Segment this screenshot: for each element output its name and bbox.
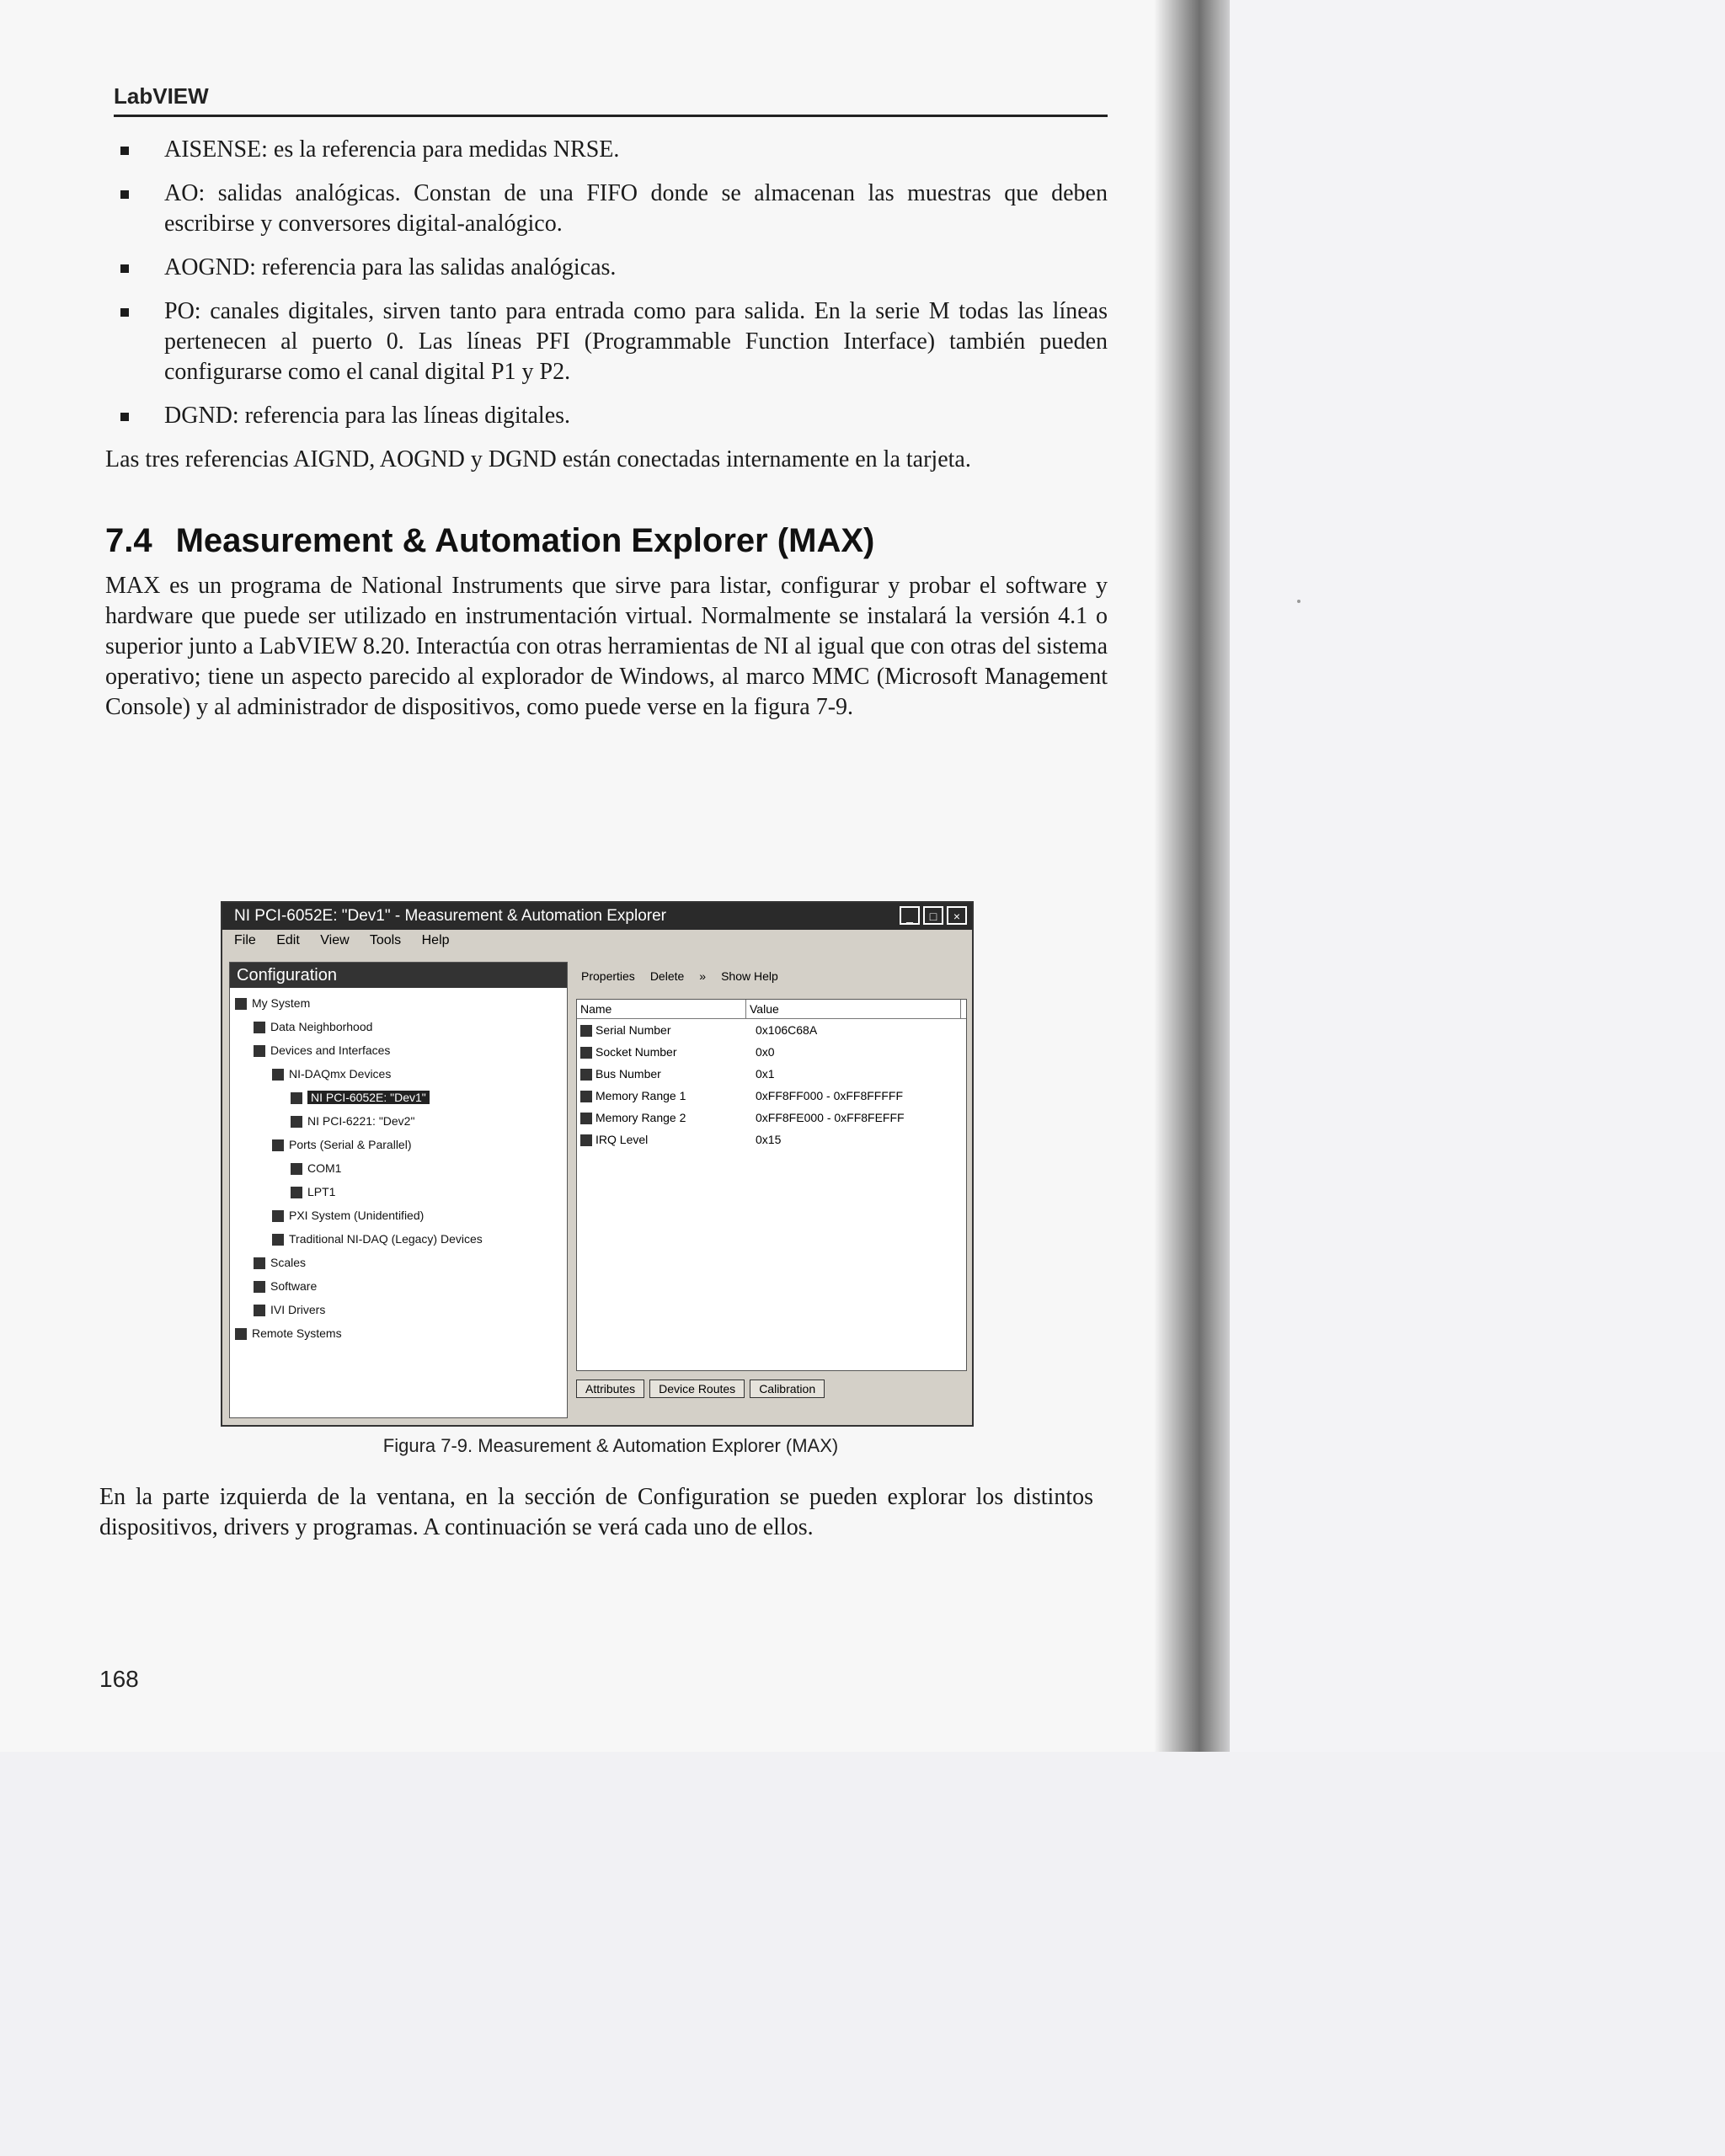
attribute-name bbox=[577, 1063, 749, 1085]
tree-node-label: Data Neighborhood bbox=[270, 1020, 373, 1033]
properties-pane bbox=[576, 962, 965, 1417]
tree-node bbox=[235, 991, 567, 1015]
bullet-item: AO: salidas analógicas. Constan de una FIFO donde se almacenan las muestras que deben escribirse y conversores digital-analógico. bbox=[105, 179, 1108, 239]
main-text bbox=[105, 135, 1108, 739]
grid-row bbox=[577, 1041, 966, 1063]
attribute-name bbox=[577, 1107, 749, 1129]
paragraph-references: Las tres referencias AIGND, AOGND y DGND están conectadas internamente en la tarjeta. bbox=[105, 446, 971, 472]
device-icon bbox=[272, 1234, 284, 1246]
section-number: 7.4 bbox=[105, 522, 152, 559]
tree-node-label: Scales bbox=[270, 1256, 307, 1269]
running-header bbox=[114, 67, 1108, 117]
tree-node bbox=[235, 1298, 567, 1321]
tree-node bbox=[235, 1251, 567, 1274]
tree-node-label: NI PCI-6221: "Dev2" bbox=[307, 1114, 415, 1128]
attribute-name-text: Bus Number bbox=[595, 1067, 661, 1081]
device-icon bbox=[291, 1116, 302, 1128]
menu-edit: Edit bbox=[276, 933, 300, 947]
attribute-value: 0x15 bbox=[756, 1133, 782, 1146]
device-icon bbox=[291, 1163, 302, 1175]
scanner-background-bottom bbox=[0, 1752, 1725, 2156]
attribute-name-text: Serial Number bbox=[595, 1023, 671, 1037]
max-window-screenshot bbox=[221, 901, 974, 1427]
tree-node bbox=[235, 1203, 567, 1227]
attribute-value: 0xFF8FF000 - 0xFF8FFFFF bbox=[756, 1089, 904, 1102]
bottom-tabs bbox=[576, 1380, 825, 1398]
tab-calibration: Calibration bbox=[750, 1380, 825, 1398]
tree-node bbox=[235, 1109, 567, 1133]
section-heading bbox=[105, 522, 1108, 559]
tree-node bbox=[235, 1086, 567, 1109]
device-icon bbox=[235, 1328, 247, 1340]
scan-speck bbox=[1297, 600, 1300, 603]
device-icon bbox=[291, 1187, 302, 1198]
grid-row bbox=[577, 1085, 966, 1107]
attribute-value: 0x1 bbox=[756, 1067, 775, 1081]
tree-node bbox=[235, 1156, 567, 1180]
tree-node-label: LPT1 bbox=[307, 1185, 336, 1198]
attribute-icon bbox=[580, 1134, 592, 1146]
tree-node bbox=[235, 1062, 567, 1086]
tab-device-routes: Device Routes bbox=[649, 1380, 745, 1398]
attribute-name bbox=[577, 1019, 749, 1041]
attribute-value: 0x106C68A bbox=[756, 1023, 818, 1037]
menu-help: Help bbox=[421, 933, 450, 947]
attribute-name bbox=[577, 1085, 749, 1107]
window-titlebar bbox=[222, 903, 972, 930]
attribute-name bbox=[577, 1041, 749, 1063]
attribute-icon bbox=[580, 1069, 592, 1081]
device-icon bbox=[272, 1069, 284, 1081]
tree-node bbox=[235, 1038, 567, 1062]
bullet-item: DGND: referencia para las líneas digitales. bbox=[105, 401, 1108, 431]
attribute-icon bbox=[580, 1091, 592, 1102]
bullet-square-icon bbox=[120, 308, 129, 317]
device-icon bbox=[291, 1092, 302, 1104]
device-icon bbox=[254, 1305, 265, 1316]
properties-toolbar bbox=[576, 962, 965, 990]
grid-row bbox=[577, 1129, 966, 1150]
scanner-background bbox=[1230, 0, 1725, 1752]
tree-node-label: Traditional NI-DAQ (Legacy) Devices bbox=[289, 1232, 483, 1246]
attribute-value: 0x0 bbox=[756, 1045, 775, 1059]
tree-node-label: NI-DAQmx Devices bbox=[289, 1067, 392, 1081]
attribute-icon bbox=[580, 1113, 592, 1124]
bullet-square-icon bbox=[120, 147, 129, 155]
configuration-tree bbox=[230, 988, 567, 1345]
device-icon bbox=[254, 1281, 265, 1293]
tree-node bbox=[235, 1133, 567, 1156]
tree-node bbox=[235, 1015, 567, 1038]
paragraph-configuration: En la parte izquierda de la ventana, en la sección de Configuration se pueden explorar los distintos dispositivos, drivers y programas. A continuación se verá cada uno de ellos. bbox=[99, 1484, 1093, 1540]
attribute-name-text: IRQ Level bbox=[595, 1133, 649, 1146]
section-title: Measurement & Automation Explorer (MAX) bbox=[175, 522, 875, 559]
bullet-item: AOGND: referencia para las salidas analógicas. bbox=[105, 253, 1108, 283]
bullet-square-icon bbox=[120, 413, 129, 421]
menu-tools: Tools bbox=[369, 933, 402, 947]
close-icon: × bbox=[947, 906, 967, 925]
figure-caption: Figura 7-9. Measurement & Automation Explorer (MAX) bbox=[382, 1435, 839, 1456]
bullet-square-icon bbox=[120, 190, 129, 199]
properties-button: Properties bbox=[581, 969, 635, 983]
bullet-list bbox=[105, 135, 1108, 431]
tree-node-label: My System bbox=[252, 996, 311, 1010]
grid-row bbox=[577, 1019, 966, 1041]
delete-button: Delete bbox=[649, 969, 685, 983]
more-button: » bbox=[699, 969, 707, 983]
configuration-pane bbox=[229, 962, 568, 1418]
device-icon bbox=[254, 1022, 265, 1033]
tree-node-label: Devices and Interfaces bbox=[270, 1043, 391, 1057]
device-icon bbox=[272, 1139, 284, 1151]
device-icon bbox=[254, 1257, 265, 1269]
attribute-name-text: Memory Range 1 bbox=[595, 1089, 686, 1102]
window-title: NI PCI-6052E: "Dev1" - Measurement & Automation Explorer bbox=[234, 907, 666, 925]
menu-bar bbox=[222, 930, 972, 952]
tree-node bbox=[235, 1227, 567, 1251]
col-name: Name bbox=[577, 1000, 746, 1018]
tree-node-label: NI PCI-6052E: "Dev1" bbox=[307, 1091, 430, 1104]
tree-node bbox=[235, 1274, 567, 1298]
tree-node-label: Software bbox=[270, 1279, 318, 1293]
bullet-item: PO: canales digitales, sirven tanto para entrada como para salida. En la serie M todas las líneas pertenecen al puerto 0. Las líneas PFI (Programmable Function Interface) también pueden configurarse como el canal digital P1 y P2. bbox=[105, 296, 1108, 387]
grid-header bbox=[577, 1000, 966, 1019]
tree-node bbox=[235, 1321, 567, 1345]
tree-node-label: PXI System (Unidentified) bbox=[289, 1209, 425, 1222]
attribute-name-text: Socket Number bbox=[595, 1045, 677, 1059]
attribute-value: 0xFF8FE000 - 0xFF8FEFFF bbox=[756, 1111, 905, 1124]
device-icon bbox=[272, 1210, 284, 1222]
bullet-square-icon bbox=[120, 264, 129, 273]
attribute-name bbox=[577, 1129, 749, 1150]
show-help-button: Show Help bbox=[721, 969, 778, 983]
menu-view: View bbox=[320, 933, 350, 947]
device-icon bbox=[235, 998, 247, 1010]
grid-row bbox=[577, 1063, 966, 1085]
paragraph-max-intro: MAX es un programa de National Instruments que sirve para listar, configurar y probar el software y hardware que puede ser utilizado en instrumentación virtual. Normalmente se instalará la versión 4.1 o superior junto a LabVIEW 8.20. Interactúa con otras herramientas de NI al igual que con otras del sistema operativo; tiene un aspecto parecido al explorador de Windows, al marco MMC (Microsoft Management Console) y al administrador de dispositivos, como puede verse en la figura 7-9. bbox=[105, 573, 1108, 720]
page-edge-shadow bbox=[1154, 0, 1230, 1752]
tree-node-label: Ports (Serial & Parallel) bbox=[289, 1138, 412, 1151]
attributes-grid bbox=[576, 999, 967, 1371]
minimize-icon: _ bbox=[900, 906, 920, 925]
tree-node-label: COM1 bbox=[307, 1161, 342, 1175]
tab-attributes: Attributes bbox=[576, 1380, 644, 1398]
tree-node-label: IVI Drivers bbox=[270, 1303, 326, 1316]
attribute-name-text: Memory Range 2 bbox=[595, 1111, 686, 1124]
bullet-item: AISENSE: es la referencia para medidas NRSE. bbox=[105, 135, 1108, 165]
device-icon bbox=[254, 1045, 265, 1057]
header-brand: LabVIEW bbox=[114, 83, 209, 109]
grid-row bbox=[577, 1107, 966, 1129]
attribute-icon bbox=[580, 1025, 592, 1037]
menu-file: File bbox=[234, 933, 256, 947]
maximize-icon: □ bbox=[923, 906, 943, 925]
tree-node-label: Remote Systems bbox=[252, 1326, 342, 1340]
page-number: 168 bbox=[99, 1666, 139, 1692]
tree-node bbox=[235, 1180, 567, 1203]
attribute-icon bbox=[580, 1047, 592, 1059]
configuration-header: Configuration bbox=[230, 963, 567, 988]
col-value: Value bbox=[746, 1000, 961, 1018]
